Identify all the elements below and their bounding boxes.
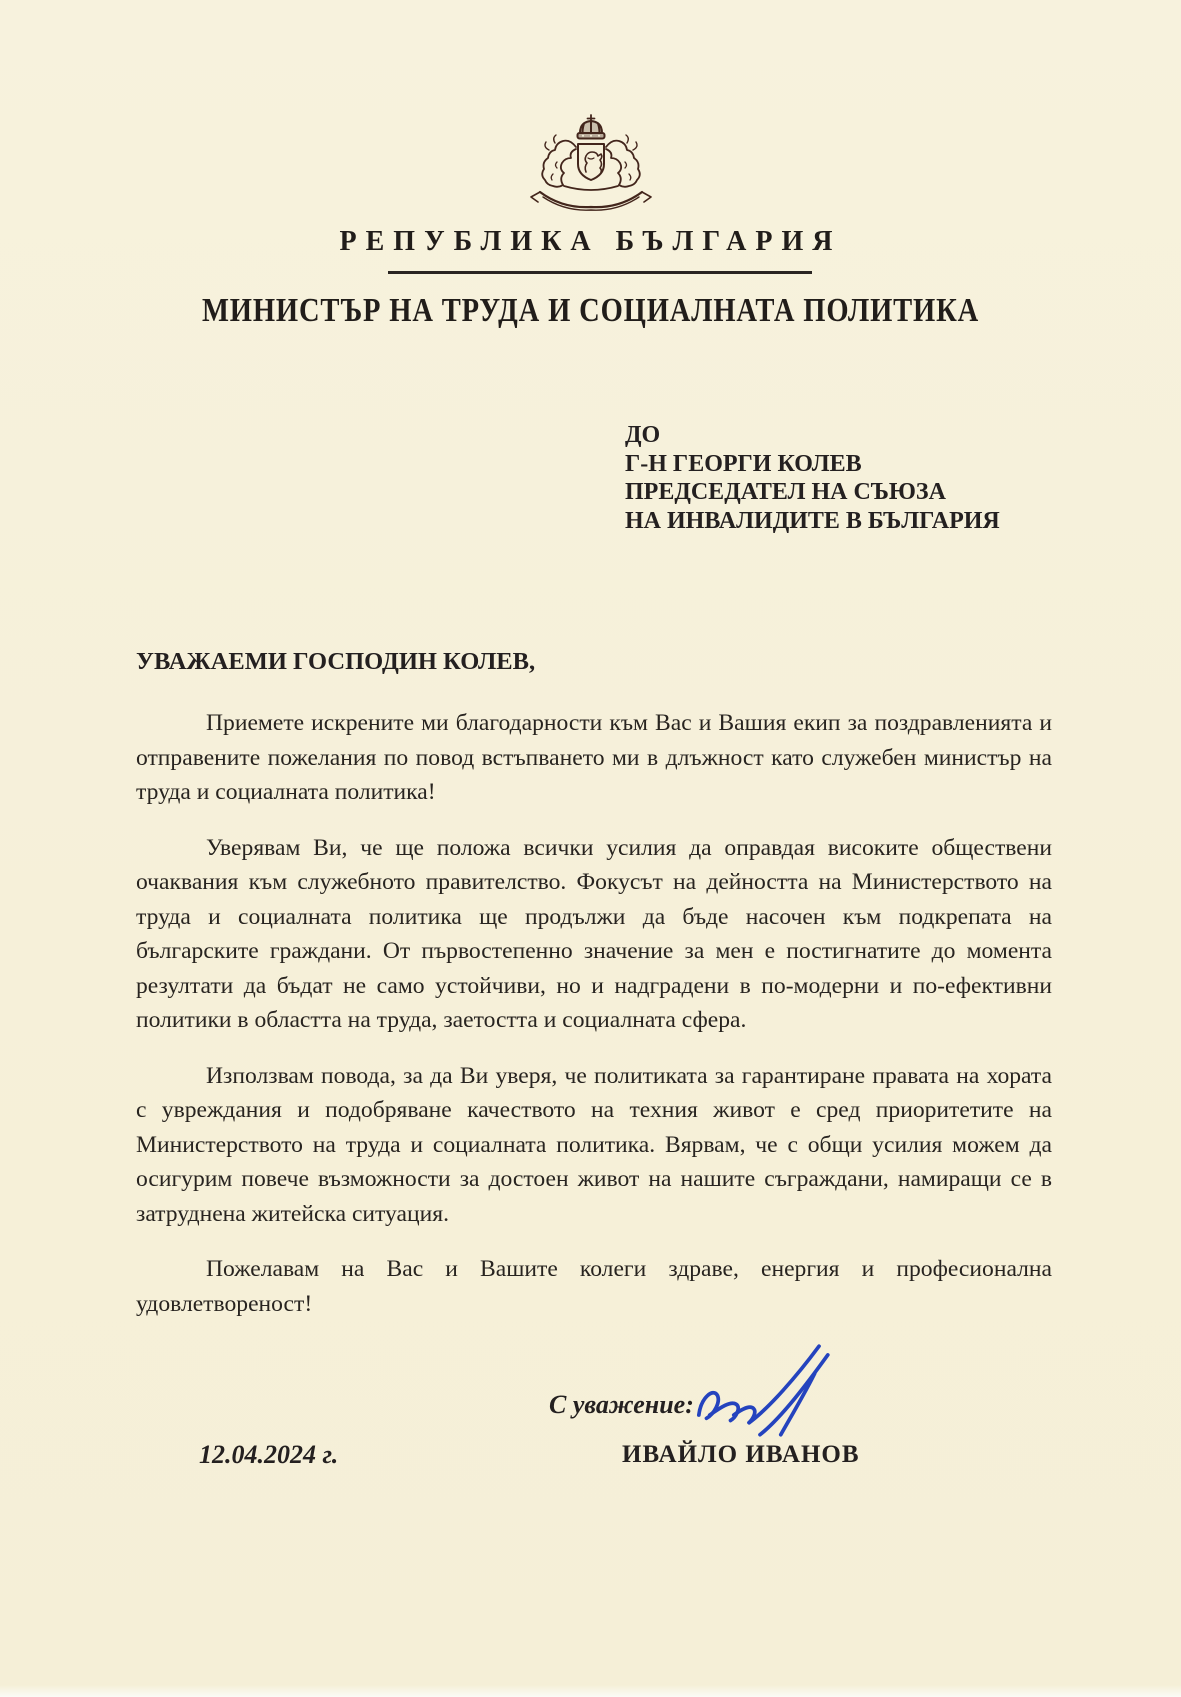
scan-edge xyxy=(0,1685,1181,1697)
signature-icon xyxy=(690,1332,865,1450)
recipient-line: Г-Н ГЕОРГИ КОЛЕВ xyxy=(625,450,862,477)
letter-body xyxy=(136,648,1052,1342)
closing-label: С уважение: xyxy=(549,1390,694,1419)
paragraph: Пожелавам на Вас и Вашите колеги здраве, енергия и професионална удовлетвореност! xyxy=(136,1256,1052,1317)
paragraph: Използвам повода, за да Ви уверя, че политиката за гарантиране правата на хората с увреждания и подобряване качеството на техния живот е сред приоритетите на Министерството на труда и социалната политика. Вярвам, че с общи усилия можем да осигурим повече възможности за достоен живот на нашите съграждани, намиращи се в затруднена житейска ситуация. xyxy=(136,1062,1052,1227)
salutation: УВАЖАЕМИ ГОСПОДИН КОЛЕВ, xyxy=(136,648,536,675)
coat-of-arms-icon xyxy=(0,112,1181,216)
recipient-line: ПРЕДСЕДАТЕЛ НА СЪЮЗА xyxy=(625,479,946,505)
signatory-name: ИВАЙЛО ИВАНОВ xyxy=(622,1441,860,1468)
paragraph: Уверявам Ви, че ще положа всички усилия да оправдая високите обществени очаквания към служебното правителство. Фокусът на дейността на Министерството на труда и социалната политика ще продължи да бъде насочен към подкрепата на българските граждани. От първостепенно значение за мен е постигнатите до момента резултати да бъдат не само устойчиви, но и надградени в по-модерни и по-ефективни политики в областта на труда, заетостта и социалната сфера. xyxy=(136,834,1052,1033)
recipient-line: НА ИНВАЛИДИТЕ В БЪЛГАРИЯ xyxy=(625,507,1000,534)
ministry-title xyxy=(0,292,1181,330)
recipient-block xyxy=(625,421,1000,535)
paragraph: Приемете искрените ми благодарности към Вас и Вашия екип за поздравленията и отправените пожелания по повод встъпването ми в длъжност като служебен министър на труда и социалната политика! xyxy=(136,710,1052,805)
letter-date: 12.04.2024 г. xyxy=(199,1440,339,1469)
title-divider xyxy=(388,271,812,274)
republic-title: РЕПУБЛИКА БЪЛГАРИЯ xyxy=(339,226,842,257)
recipient-line: ДО xyxy=(625,422,661,448)
ministry-title-text: МИНИСТЪР НА ТРУДА И СОЦИАЛНАТА ПОЛИТИКА xyxy=(201,292,980,329)
